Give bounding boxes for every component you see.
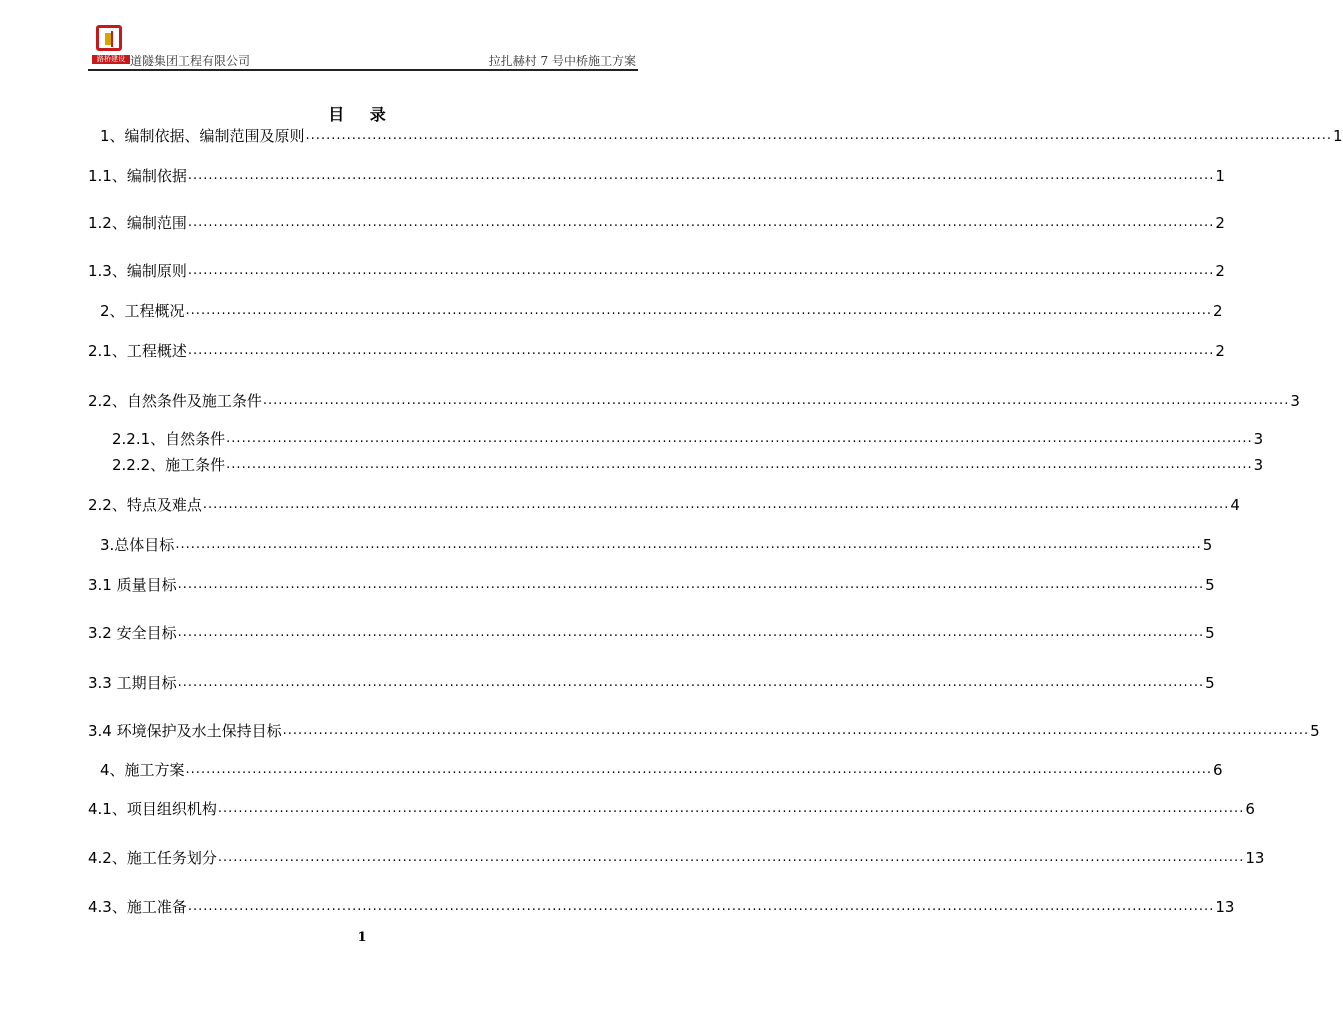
toc-entry-page: 1 xyxy=(1333,127,1343,145)
toc-entry-page: 5 xyxy=(1310,722,1320,740)
page-header xyxy=(88,22,638,70)
toc-leader-dots: ........................................................................................................................................................................................................ xyxy=(262,393,1290,408)
toc-entry[interactable] xyxy=(88,165,1225,187)
toc-entry-page: 5 xyxy=(1205,624,1215,642)
toc-entry-label: 4.2、施工任务划分 xyxy=(88,849,217,867)
toc-title: 目 录 xyxy=(328,105,396,124)
toc-entry-label: 1.3、编制原则 xyxy=(88,262,187,280)
company-logo xyxy=(92,22,126,66)
toc-leader-dots: ........................................................................................................................................................................................................ xyxy=(187,343,1215,358)
toc-entry-label: 1.2、编制范围 xyxy=(88,214,187,232)
toc-entry-label: 3.1 质量目标 xyxy=(88,576,177,594)
toc-entry[interactable] xyxy=(112,454,1264,476)
logo-text: 路桥建设 xyxy=(92,55,130,64)
toc-entry[interactable] xyxy=(88,574,1215,596)
toc-entry[interactable] xyxy=(88,847,1265,869)
toc-entry[interactable] xyxy=(88,896,1235,918)
toc-entry-page: 1 xyxy=(1215,167,1225,185)
toc-entry[interactable] xyxy=(88,340,1225,362)
toc-leader-dots: ........................................................................................................................................................................................................ xyxy=(187,168,1215,183)
toc-entry[interactable] xyxy=(100,125,1343,147)
toc-entry-label: 3.2 安全目标 xyxy=(88,624,177,642)
toc-entry-page: 5 xyxy=(1205,674,1215,692)
toc-entry[interactable] xyxy=(100,759,1223,781)
toc-entry[interactable] xyxy=(88,798,1255,820)
toc-entry-page: 6 xyxy=(1245,800,1255,818)
toc-entry-label: 1.1、编制依据 xyxy=(88,167,187,185)
toc-entry-label: 2、工程概况 xyxy=(100,302,185,320)
toc-entry-label: 2.2.2、施工条件 xyxy=(112,456,226,474)
page-number: 1 xyxy=(357,930,367,945)
toc-entry-page: 13 xyxy=(1215,898,1235,916)
toc-entry[interactable] xyxy=(88,622,1215,644)
toc-entry-page: 2 xyxy=(1213,302,1223,320)
toc-entry-label: 4.1、项目组织机构 xyxy=(88,800,217,818)
toc-leader-dots: ........................................................................................................................................................................................................ xyxy=(282,723,1310,738)
toc-leader-dots: ........................................................................................................................................................................................................ xyxy=(187,215,1215,230)
toc-entry-label: 3.总体目标 xyxy=(100,536,175,554)
toc-entry-label: 2.2、特点及难点 xyxy=(88,496,202,514)
toc-entry-label: 2.1、工程概述 xyxy=(88,342,187,360)
toc-leader-dots: ........................................................................................................................................................................................................ xyxy=(177,625,1205,640)
toc-entry-page: 2 xyxy=(1215,262,1225,280)
toc-leader-dots: ........................................................................................................................................................................................................ xyxy=(177,675,1205,690)
header-rule xyxy=(88,69,638,71)
toc-entry-page: 3 xyxy=(1253,456,1264,474)
toc-entry-label: 4、施工方案 xyxy=(100,761,185,779)
company-name: 道隧集团工程有限公司 xyxy=(130,54,251,68)
toc-leader-dots: ........................................................................................................................................................................................................ xyxy=(175,537,1202,552)
toc-entry[interactable] xyxy=(112,428,1264,450)
toc-leader-dots: ........................................................................................................................................................................................................ xyxy=(202,497,1230,512)
toc-leader-dots: ........................................................................................................................................................................................................ xyxy=(185,762,1213,777)
toc-leader-dots: ........................................................................................................................................................................................................ xyxy=(217,801,1245,816)
toc-entry-page: 5 xyxy=(1202,536,1213,554)
toc-leader-dots: ........................................................................................................................................................................................................ xyxy=(187,263,1215,278)
toc-entry-page: 2 xyxy=(1215,214,1225,232)
toc-leader-dots: ........................................................................................................................................................................................................ xyxy=(305,128,1333,143)
toc-leader-dots: ........................................................................................................................................................................................................ xyxy=(187,899,1215,914)
toc-entry[interactable] xyxy=(100,300,1223,322)
toc-entry[interactable] xyxy=(88,494,1240,516)
toc-leader-dots: ........................................................................................................................................................................................................ xyxy=(185,303,1213,318)
toc-entry[interactable] xyxy=(88,212,1225,234)
toc-entry[interactable] xyxy=(88,720,1320,742)
toc-leader-dots: ........................................................................................................................................................................................................ xyxy=(217,850,1245,865)
toc-entry-label: 4.3、施工准备 xyxy=(88,898,187,916)
toc-entry[interactable] xyxy=(88,672,1215,694)
toc-entry-page: 6 xyxy=(1213,761,1223,779)
toc-entry-page: 2 xyxy=(1215,342,1225,360)
toc-entry-page: 3 xyxy=(1253,430,1264,448)
project-name: 拉扎赫村 7 号中桥施工方案 xyxy=(488,54,636,68)
toc-entry[interactable] xyxy=(88,260,1225,282)
toc-entry-label: 3.4 环境保护及水土保持目标 xyxy=(88,722,282,740)
toc-entry-label: 2.2、自然条件及施工条件 xyxy=(88,392,262,410)
toc-leader-dots: ........................................................................................................................................................................................................ xyxy=(177,577,1205,592)
toc-leader-dots: ........................................................................................................................................................................................................ xyxy=(226,431,1253,446)
toc-entry-label: 3.3 工期目标 xyxy=(88,674,177,692)
toc-entry-label: 1、编制依据、编制范围及原则 xyxy=(100,127,305,145)
toc-entry-page: 5 xyxy=(1205,576,1215,594)
toc-entry-page: 3 xyxy=(1290,392,1300,410)
toc-entry-page: 13 xyxy=(1245,849,1265,867)
toc-leader-dots: ........................................................................................................................................................................................................ xyxy=(226,457,1253,472)
toc-entry-label: 2.2.1、自然条件 xyxy=(112,430,226,448)
toc-entry[interactable] xyxy=(88,390,1300,412)
toc-entry-page: 4 xyxy=(1230,496,1240,514)
toc-entry[interactable] xyxy=(100,534,1213,556)
